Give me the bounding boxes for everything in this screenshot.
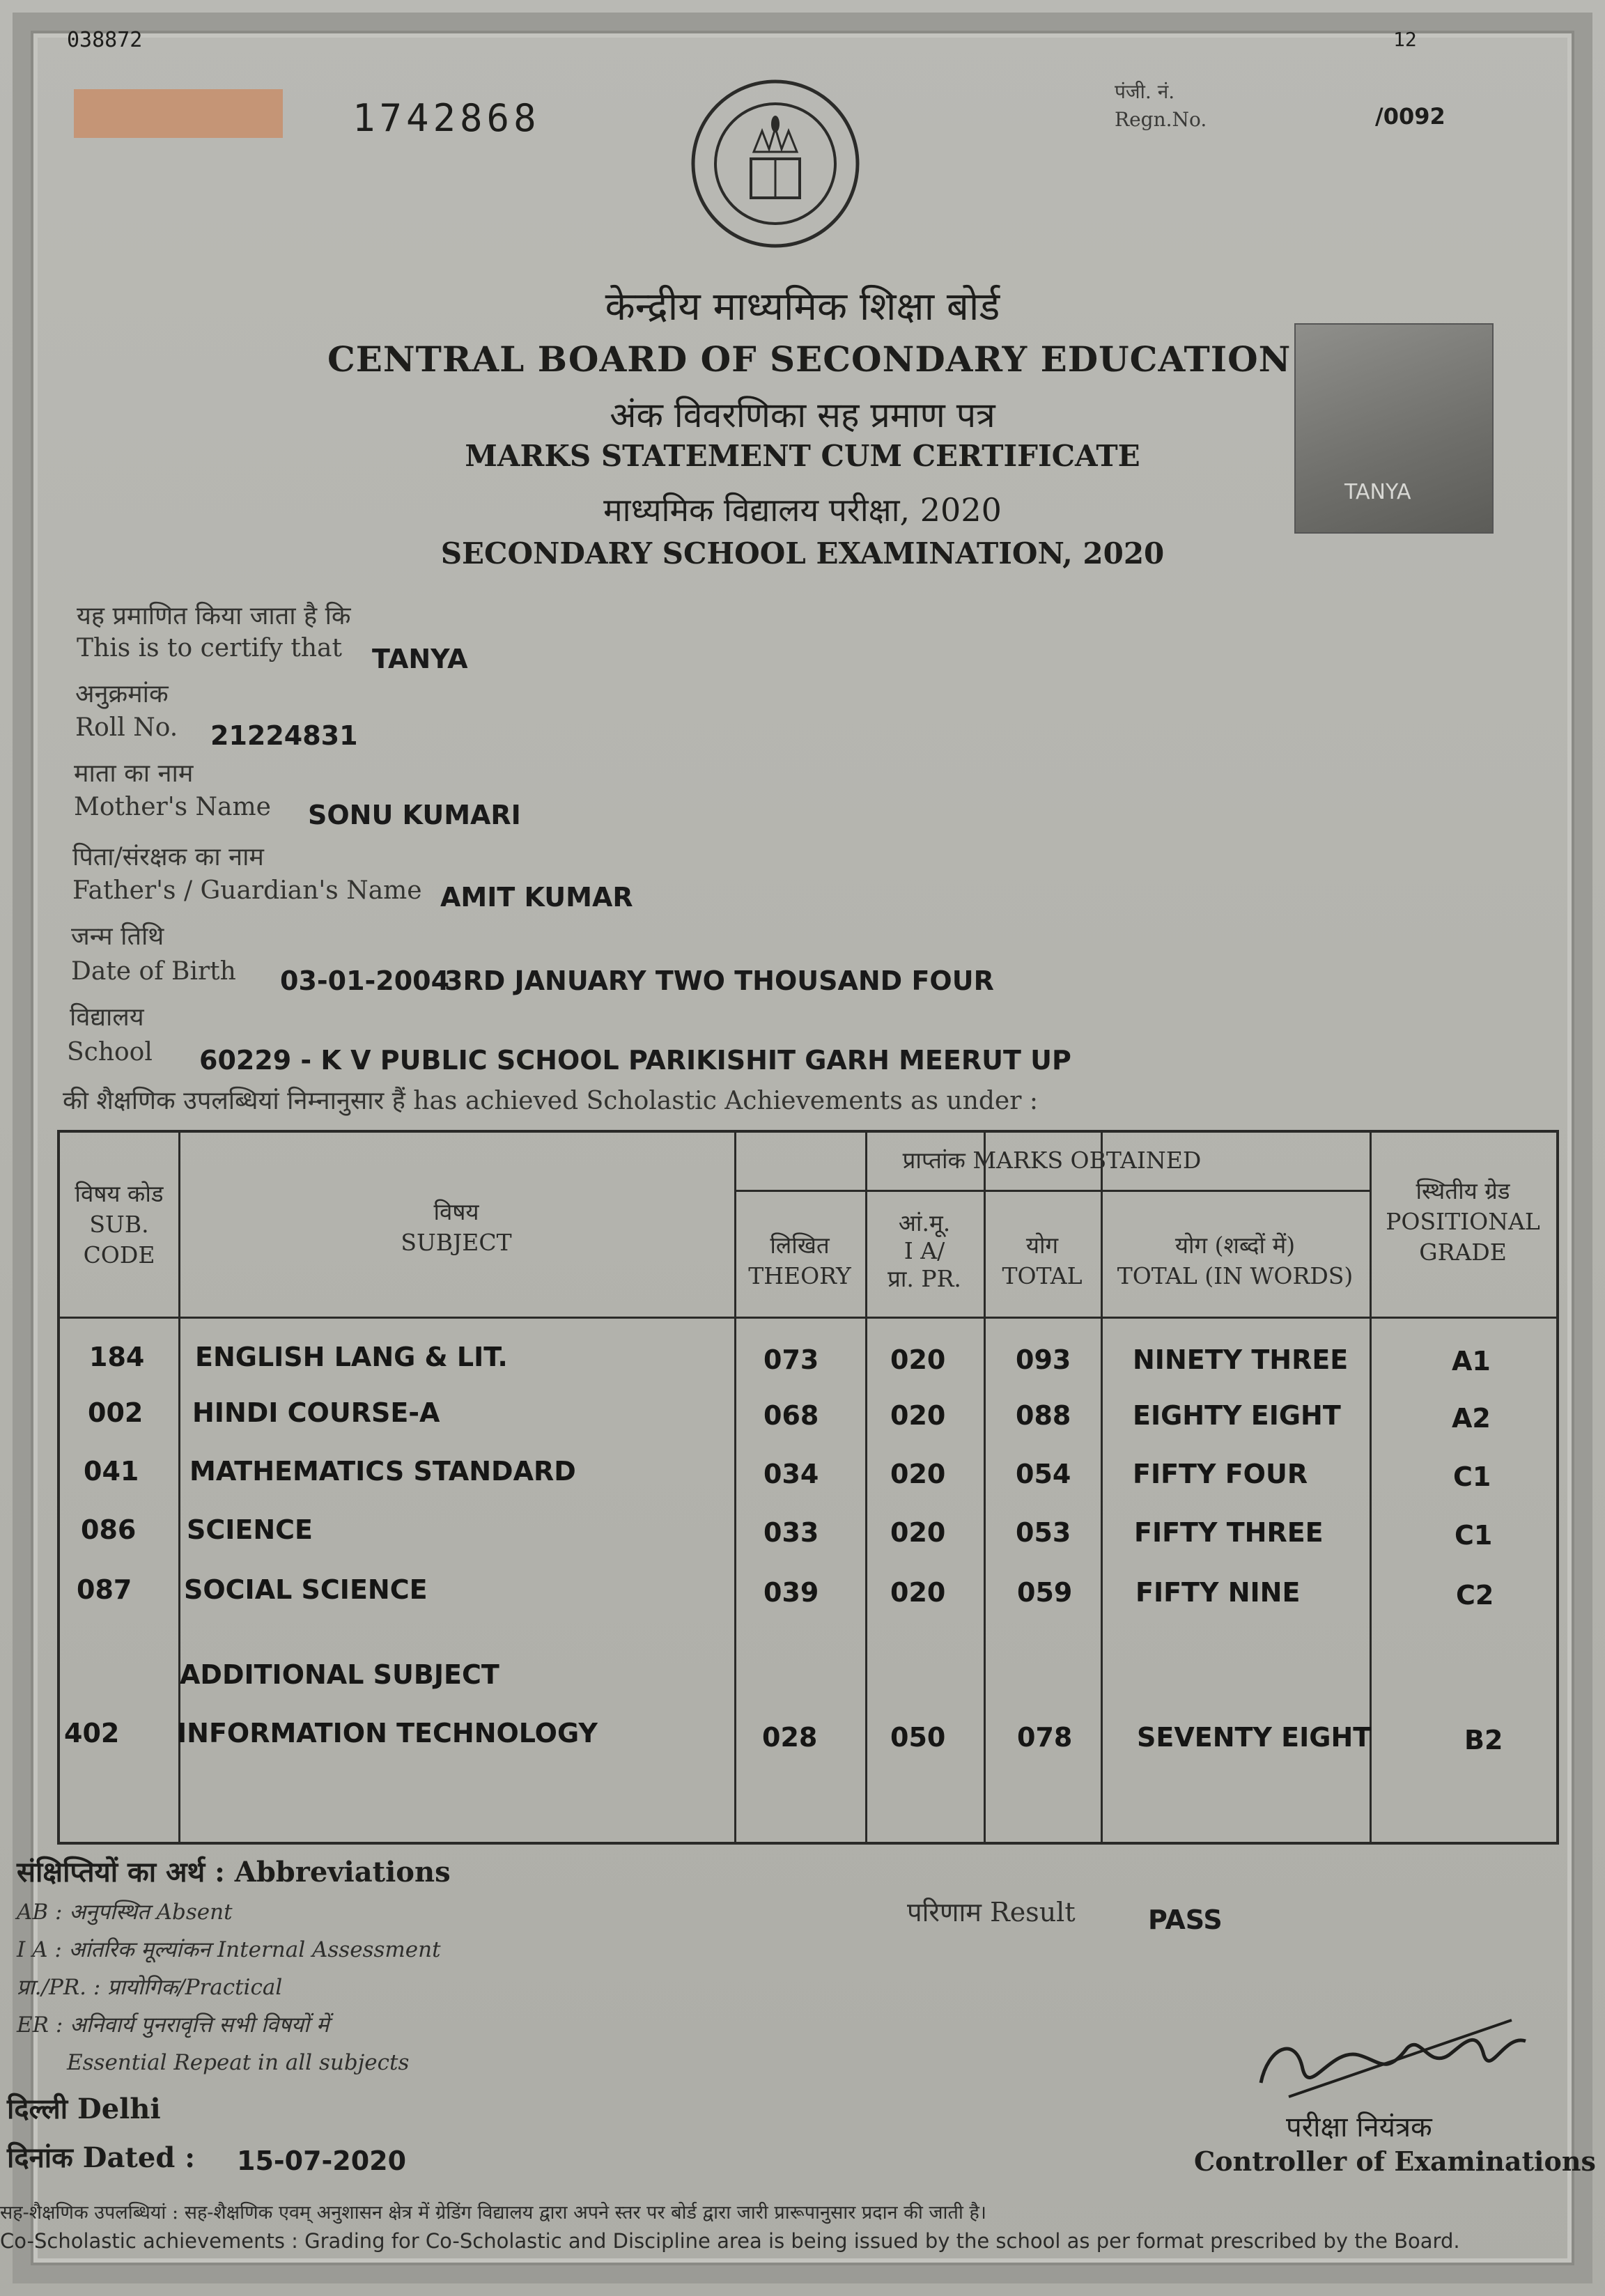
school-name: 60229 - K V PUBLIC SCHOOL PARIKISHIT GARH MEERUT UP xyxy=(199,1045,1071,1076)
dated-label: दिनांक Dated : xyxy=(7,2141,195,2174)
certificate-number: 1742868 xyxy=(352,96,541,140)
exam-hindi: माध्यमिक विद्यालय परीक्षा, 2020 xyxy=(603,491,1002,529)
achievements-intro: की शैक्षणिक उपलब्धियां निम्नानुसार हैं has achieved Scholastic Achievements as under : xyxy=(63,1087,1039,1115)
exam-english: SECONDARY SCHOOL EXAMINATION, 2020 xyxy=(440,536,1165,571)
serial-number: 038872 xyxy=(67,28,143,52)
header-grade: स्थितीय ग्रेड POSITIONAL GRADE xyxy=(1386,1177,1540,1266)
certify-label-hindi: यह प्रमाणित किया जाता है कि xyxy=(77,602,351,630)
dob-words: 3RD JANUARY TWO THOUSAND FOUR xyxy=(444,965,994,996)
regn-label: पंजी. नं. Regn.No. xyxy=(1115,80,1207,131)
regn-number: /0092 xyxy=(1375,103,1445,130)
marks-table: विषय कोड SUB. CODE विषय SUBJECT प्राप्तांक MARKS OBTAINED लिखित THEORY आं.मू. I A/ प्रा. PR. योग TOTAL योग (शब्दों में) TOTAL (IN WORDS) स्थितीय ग्रेड POSITIONAL GRADE 184 ENGLISH LANG & LIT. 073 020 093 NINETY THREE A1 002 HINDI COURSE-A 068 020 088 EIGHTY EIGHT A2 041 MATHEMATICS STANDARD 034 020 054 FIFTY FOUR C1 086 SCIENCE 033 020 053 FIFTY THREE C1 087 SOCIAL SCIENCE 039 020 059 FIFTY NINE C2 ADDITIONAL SUBJECT 402 INFORMATION TECHNOLOGY 028 050 078 SEVENTY EIGHT B2 xyxy=(57,1130,1559,1845)
roll-number: 21224831 xyxy=(210,720,358,751)
controller-signature xyxy=(1247,2006,1540,2111)
controller-title-hindi: परीक्षा नियंत्रक xyxy=(1286,2111,1432,2143)
dated-value: 15-07-2020 xyxy=(237,2146,407,2176)
controller-title: Controller of Examinations xyxy=(1194,2146,1596,2177)
header-subject: विषय SUBJECT xyxy=(401,1198,512,1256)
footer-english: Co-Scholastic achievements : Grading for Co-Scholastic and Discipline area is being issued by the school as per format prescribed by the Board. xyxy=(0,2229,1460,2253)
dob-label-hindi: जन्म तिथि xyxy=(71,922,164,951)
abbreviations-list: AB : अनुपस्थित Absent I A : आंतरिक मूल्यांकन Internal Assessment प्रा./PR. : प्रायोगिक/Practical ER : अनिवार्य पुनरावृत्ति सभी विषयों में Essential Repeat in all subjects xyxy=(17,1900,441,2075)
result-value: PASS xyxy=(1148,1905,1223,1935)
additional-subject-label: ADDITIONAL SUBJECT xyxy=(180,1659,499,1690)
abbreviations-title: संक्षिप्तियों का अर्थ : Abbreviations xyxy=(17,1856,451,1888)
header-ia: आं.मू. I A/ प्रा. PR. xyxy=(887,1209,961,1292)
header-total: योग TOTAL xyxy=(1002,1232,1083,1289)
father-label-hindi: पिता/संरक्षक का नाम xyxy=(72,843,264,871)
mother-name: SONU KUMARI xyxy=(308,800,521,830)
title-english: MARKS STATEMENT CUM CERTIFICATE xyxy=(465,439,1140,473)
school-label-hindi: विद्यालय xyxy=(70,1003,144,1032)
header-marks-obtained: प्राप्तांक MARKS OBTAINED xyxy=(902,1147,1202,1174)
header-code: विषय कोड SUB. CODE xyxy=(75,1180,164,1269)
page-mark: 12 xyxy=(1393,28,1417,51)
dob-value: 03-01-2004 xyxy=(280,965,450,996)
result-label: परिणाम Result xyxy=(907,1897,1076,1927)
mother-label: Mother's Name xyxy=(74,793,271,821)
roll-label-hindi: अनुक्रमांक xyxy=(75,680,169,708)
title-hindi: अंक विवरणिका सह प्रमाण पत्र xyxy=(610,395,995,435)
father-name: AMIT KUMAR xyxy=(440,882,633,913)
place: दिल्ली Delhi xyxy=(7,2093,161,2125)
school-label: School xyxy=(67,1038,153,1066)
header-theory: लिखित THEORY xyxy=(748,1232,851,1289)
cbse-logo xyxy=(687,75,864,252)
student-name: TANYA xyxy=(372,644,468,674)
mother-label-hindi: माता का नाम xyxy=(74,759,194,788)
student-photo: TANYA xyxy=(1294,323,1494,534)
board-name-english: CENTRAL BOARD OF SECONDARY EDUCATION xyxy=(327,339,1292,380)
certify-label: This is to certify that xyxy=(77,634,342,662)
header-total-words: योग (शब्दों में) TOTAL (IN WORDS) xyxy=(1117,1232,1354,1289)
orange-stamp xyxy=(74,89,283,138)
father-label: Father's / Guardian's Name xyxy=(72,876,422,905)
board-name-hindi: केन्द्रीय माध्यमिक शिक्षा बोर्ड xyxy=(605,284,1000,329)
dob-label: Date of Birth xyxy=(71,957,236,986)
roll-label: Roll No. xyxy=(75,713,178,742)
footer-hindi: सह-शैक्षणिक उपलब्धियां : सह-शैक्षणिक एवम् अनुशासन क्षेत्र में ग्रेडिंग विद्यालय द्वारा अपने स्तर पर बोर्ड द्वारा जारी प्रारूपानुसार प्रदान की जाती है। xyxy=(0,2202,987,2224)
